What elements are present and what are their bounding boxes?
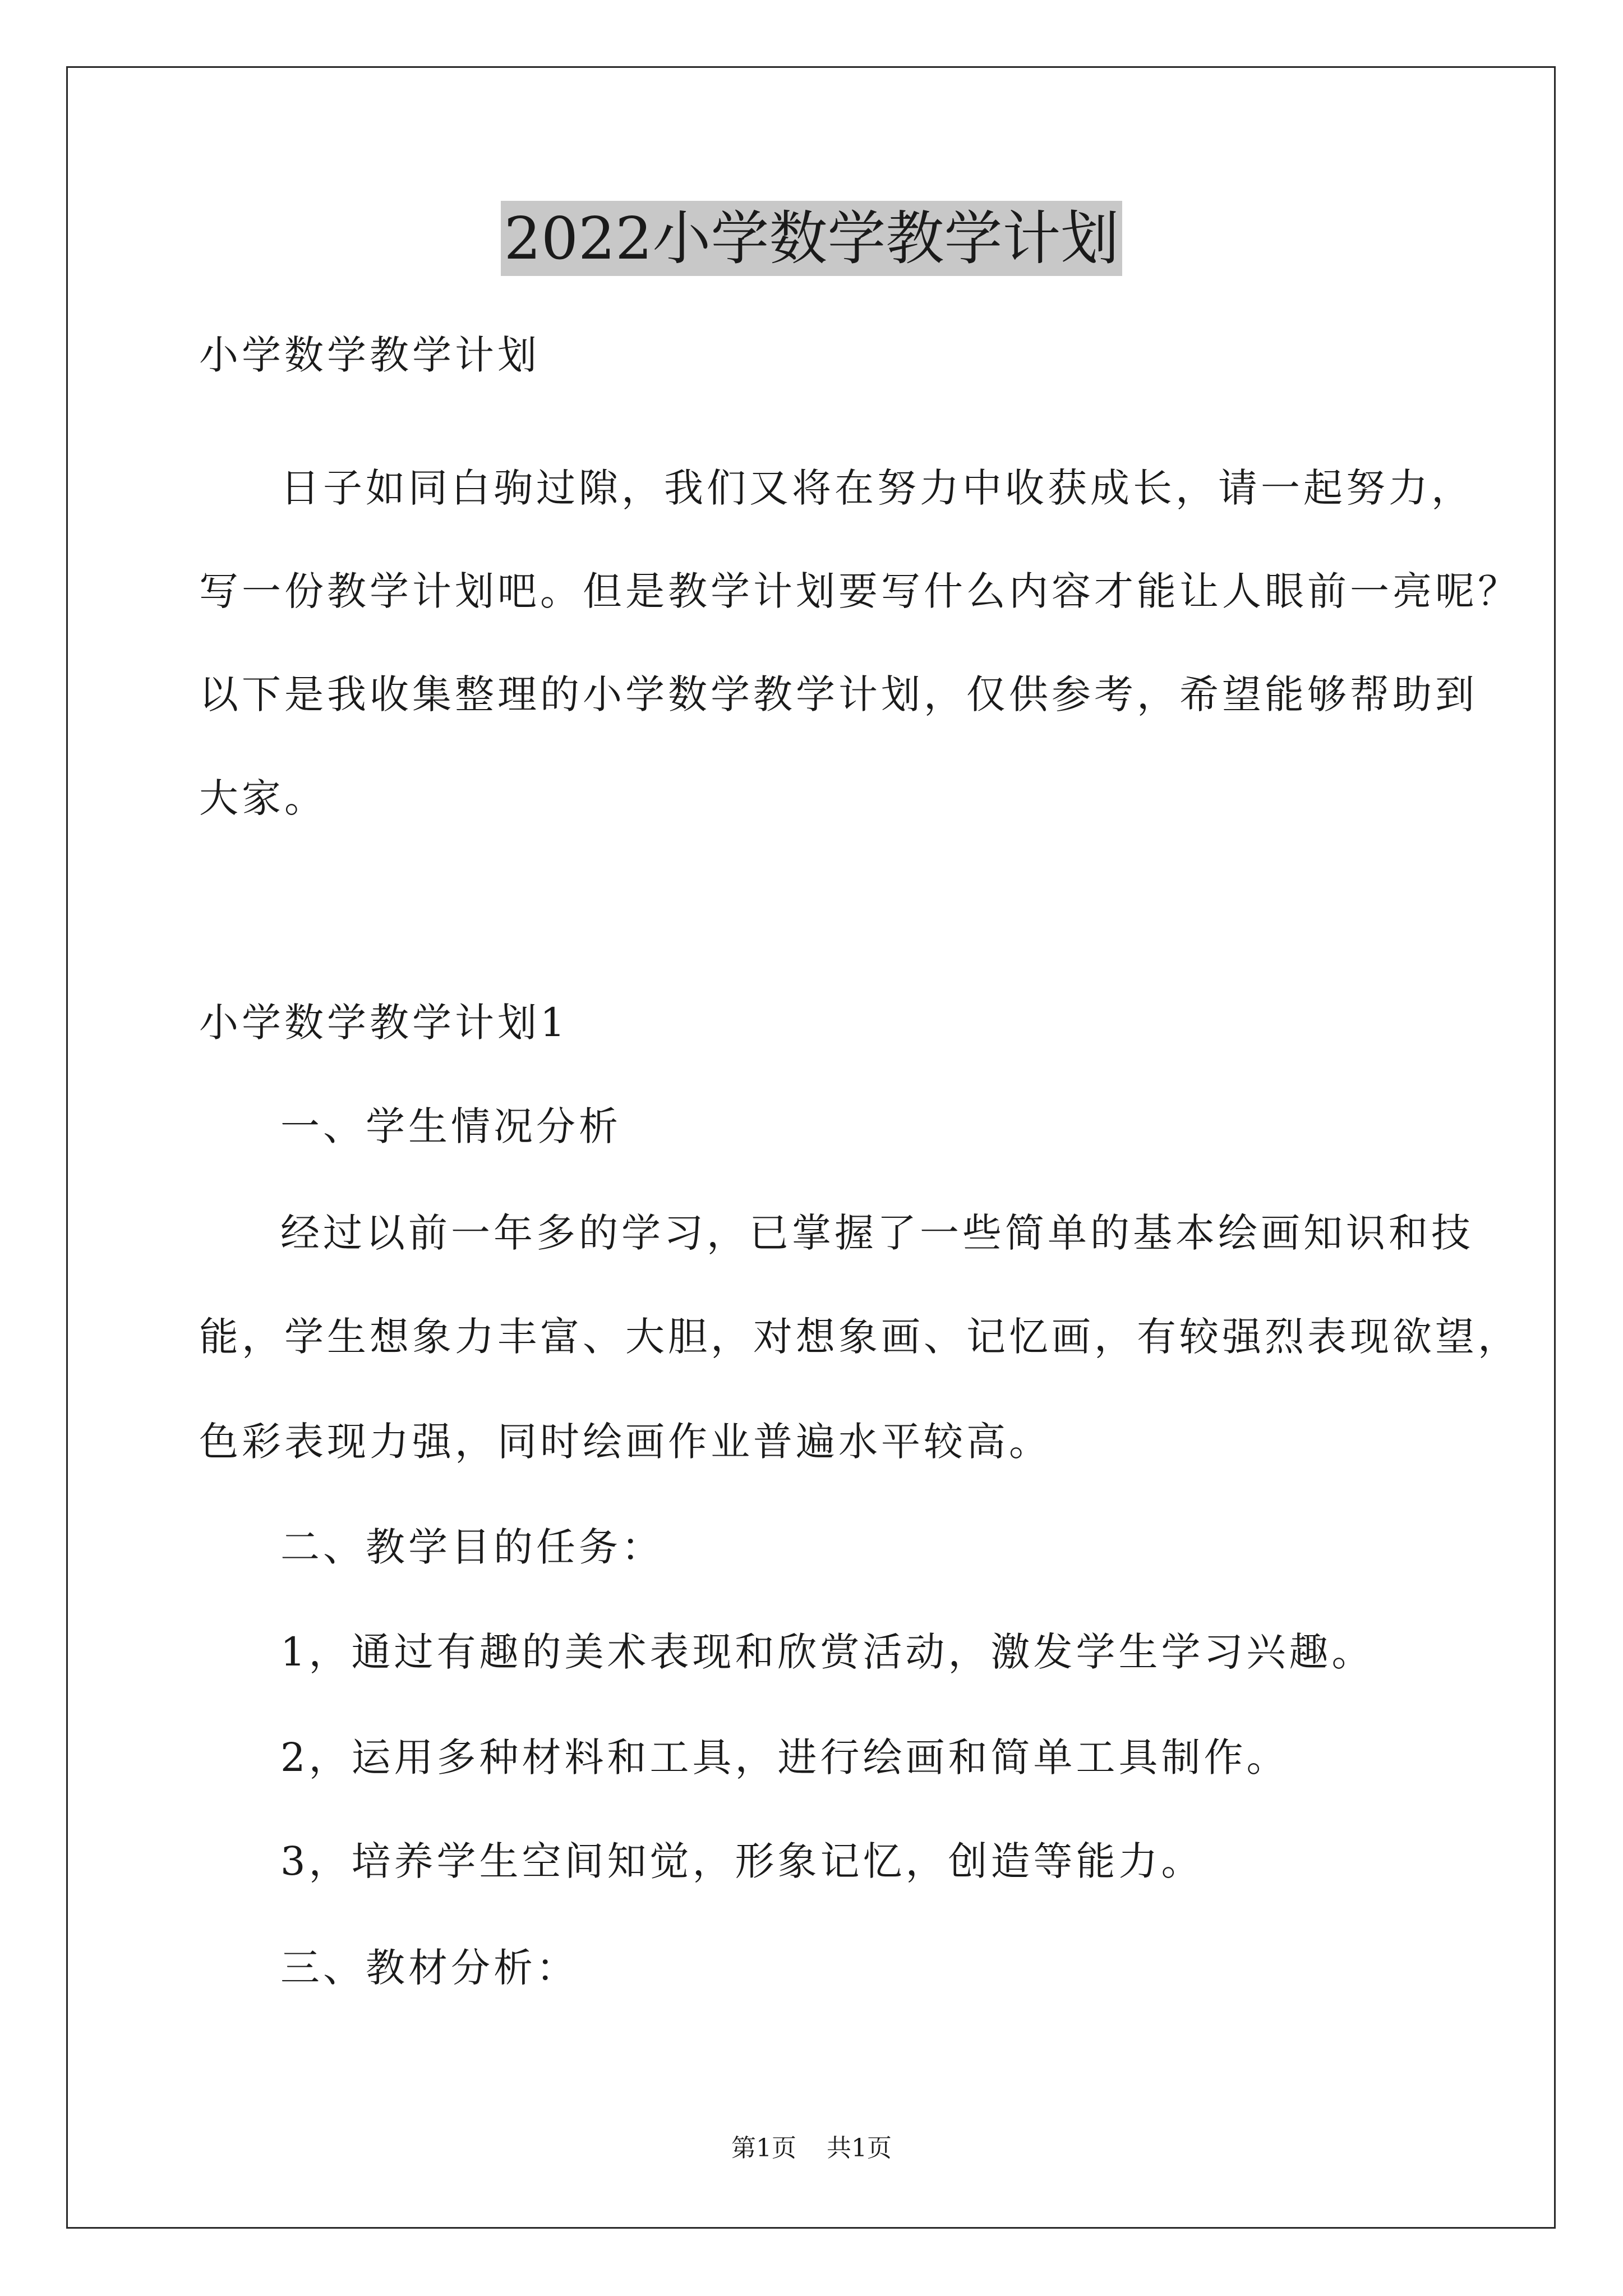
subtitle: 小学数学教学计划	[199, 332, 540, 378]
intro-line-3: 以下是我收集整理的小学数学教学计划，仅供参考，希望能够帮助到	[199, 671, 1478, 717]
heading-textbook-analysis: 三、教材分析：	[280, 1945, 579, 1991]
task-2: 2，运用多种材料和工具，进行绘画和简单工具制作。	[280, 1734, 1289, 1780]
analysis-line-2: 能，学生想象力丰富、大胆，对想象画、记忆画，有较强烈表现欲望，	[199, 1314, 1520, 1360]
page-number-current: 第1页	[731, 2134, 796, 2162]
heading-teaching-goals: 二、教学目的任务：	[280, 1524, 664, 1570]
document-title	[0, 199, 1623, 278]
intro-line-1: 日子如同白驹过隙，我们又将在努力中收获成长，请一起努力，	[280, 465, 1474, 511]
heading-student-analysis: 一、学生情况分析	[280, 1103, 621, 1149]
section-heading: 小学数学教学计划1	[199, 1000, 569, 1046]
task-1: 1，通过有趣的美术表现和欣赏活动，激发学生学习兴趣。	[280, 1629, 1375, 1675]
intro-line-4: 大家。	[199, 775, 327, 821]
task-3: 3，培养学生空间知觉，形象记忆，创造等能力。	[280, 1838, 1204, 1884]
page-number-total: 共1页	[827, 2134, 892, 2162]
page-footer	[0, 2132, 1623, 2165]
analysis-line-1: 经过以前一年多的学习，已掌握了一些简单的基本绘画知识和技	[280, 1210, 1474, 1256]
intro-line-2: 写一份教学计划吧。但是教学计划要写什么内容才能让人眼前一亮呢？	[199, 568, 1520, 614]
analysis-line-3: 色彩表现力强，同时绘画作业普遍水平较高。	[199, 1419, 1052, 1465]
document-title-text: 2022小学数学教学计划	[501, 201, 1123, 276]
